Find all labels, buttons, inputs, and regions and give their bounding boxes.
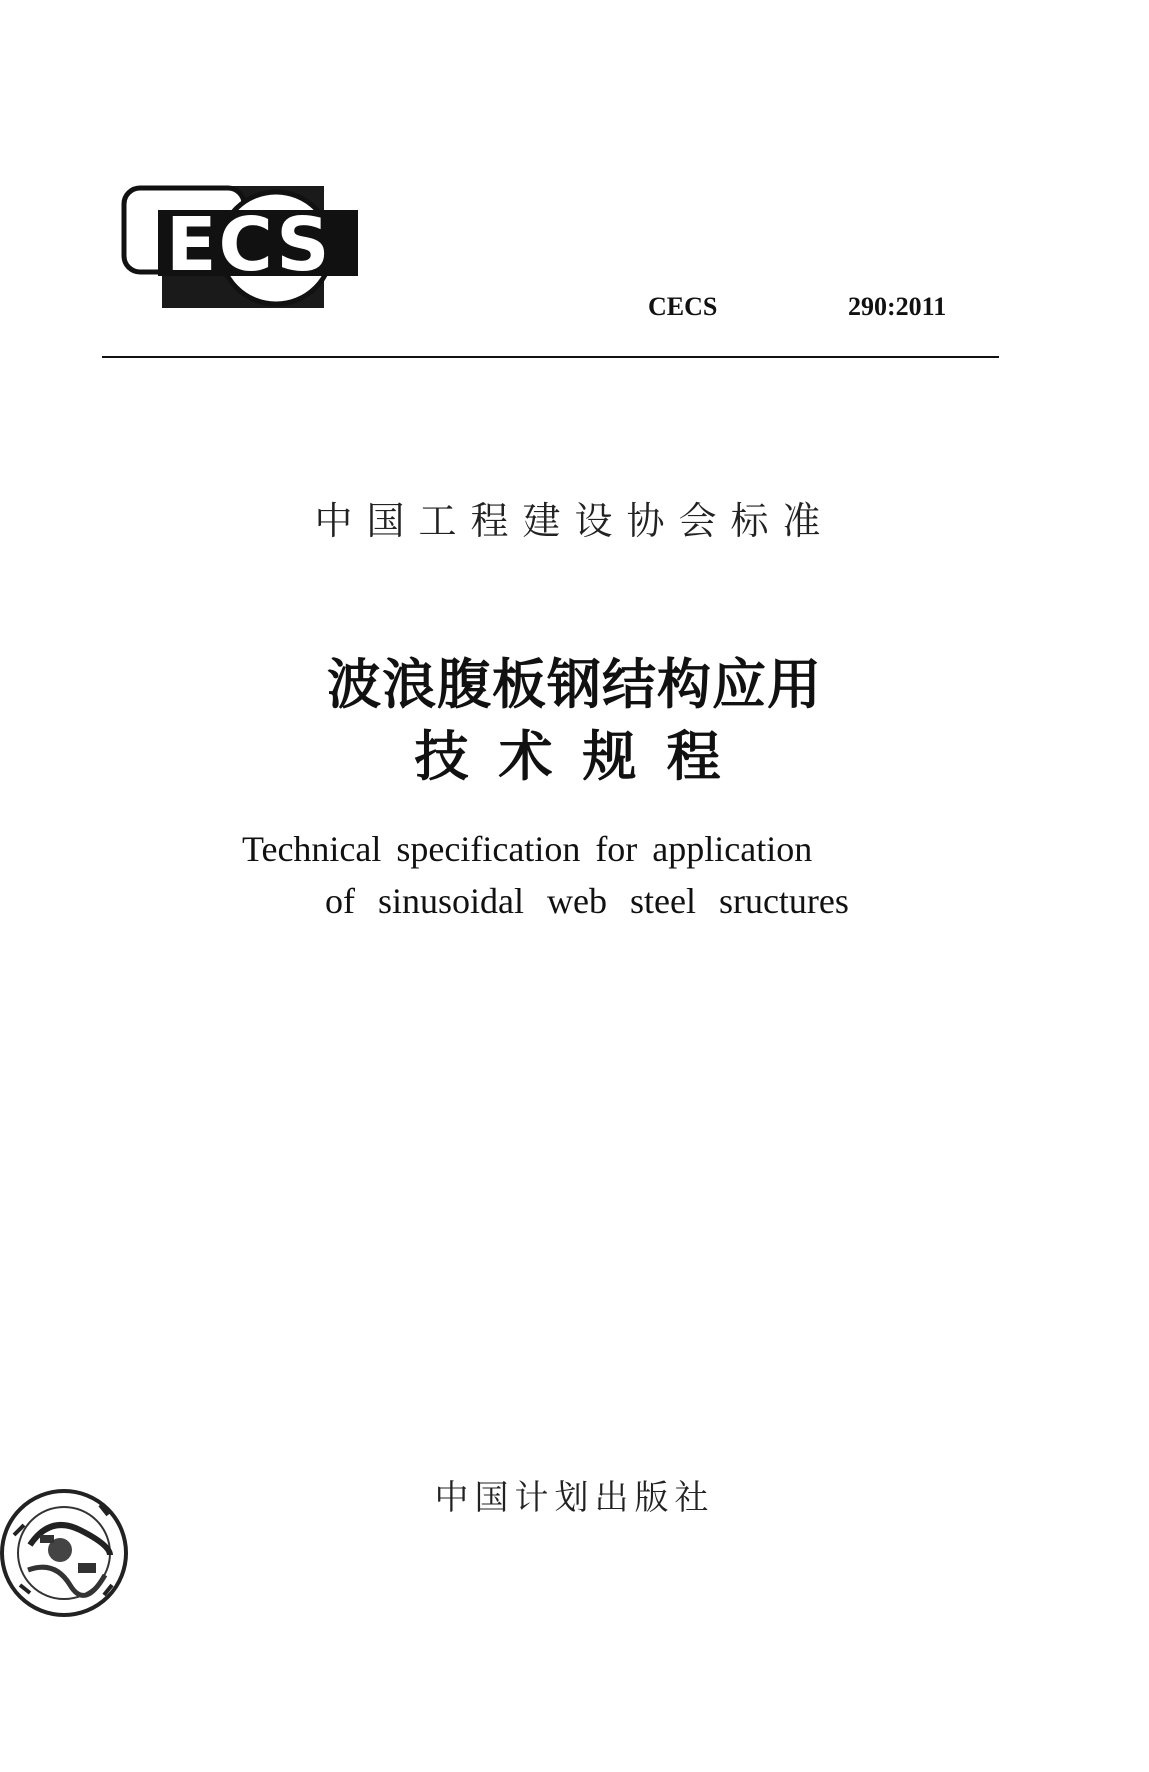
organization-name: 中国工程建设协会标准 (314, 499, 835, 543)
ecs-logo-icon (118, 178, 373, 313)
standard-code-prefix: CECS (648, 292, 718, 321)
standard-code-number: 290:2011 (848, 292, 947, 321)
title-line-2: 技术规程 (414, 725, 751, 788)
english-title-line-2: of sinusoidal web steel sructures (325, 881, 849, 921)
english-title-line-1: Technical specification for application (242, 829, 813, 869)
logo-text: ECS (166, 202, 332, 288)
publisher-name: 中国计划出版社 (434, 1478, 715, 1518)
title-line-1: 波浪腹板钢结构应用 (327, 653, 822, 716)
library-stamp-icon (0, 1475, 140, 1625)
header-divider (102, 356, 999, 358)
